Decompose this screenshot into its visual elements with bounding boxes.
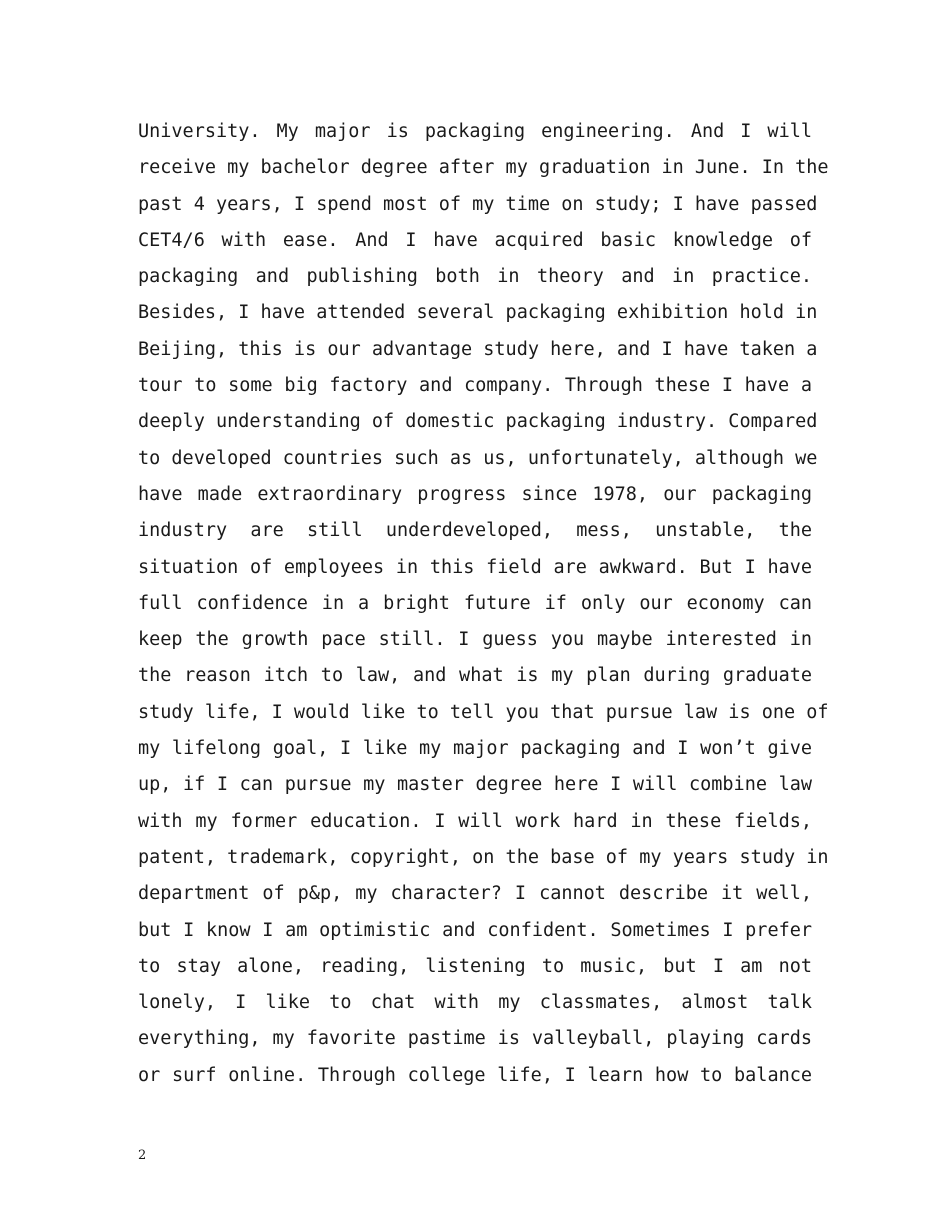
text-line: but I know I am optimistic and confident. Sometimes I prefer [138, 919, 812, 941]
text-line: with my former education. I will work hard in these fields, [138, 810, 812, 832]
text-line: to stay alone, reading, listening to music, but I am not [138, 955, 812, 977]
text-line: full confidence in a bright future if only our economy can [138, 592, 812, 614]
text-line: everything, my favorite pastime is valleyball, playing cards [138, 1028, 812, 1050]
text-line: or surf online. Through college life, I learn how to balance [138, 1064, 812, 1086]
text-line: the reason itch to law, and what is my plan during graduate [138, 665, 812, 687]
text-line: Besides, I have attended several packaging exhibition hold in [138, 302, 818, 324]
text-line: my lifelong goal, I like my major packaging and I won’t give [138, 738, 812, 760]
text-line: tour to some big factory and company. Through these I have a [138, 375, 812, 397]
text-line: keep the growth pace still. I guess you maybe interested in [138, 629, 812, 651]
text-line: past 4 years, I spend most of my time on study; I have passed [138, 193, 818, 215]
body-text [138, 114, 829, 1094]
text-line: CET4/6 with ease. And I have acquired basic knowledge of [138, 229, 812, 251]
text-line: situation of employees in this field are awkward. But I have [138, 556, 812, 578]
text-line: industry are still underdeveloped, mess, unstable, the [138, 520, 812, 542]
text-line: to developed countries such as us, unfortunately, although we [138, 447, 818, 469]
text-line: Beijing, this is our advantage study here, and I have taken a [138, 338, 818, 360]
text-line: packaging and publishing both in theory and in practice. [138, 266, 812, 288]
text-line: up, if I can pursue my master degree here I will combine law [138, 774, 812, 796]
text-line: receive my bachelor degree after my graduation in June. In the [138, 157, 829, 179]
text-line: patent, trademark, copyright, on the base of my years study in [138, 846, 829, 868]
page-number: 2 [138, 1148, 147, 1163]
text-line: University. My major is packaging engineering. And I will [138, 121, 812, 142]
text-line: have made extraordinary progress since 1978, our packaging [138, 483, 812, 505]
text-line: lonely, I like to chat with my classmates, almost talk [138, 992, 812, 1014]
text-line: study life, I would like to tell you that pursue law is one of [138, 701, 829, 723]
text-line: deeply understanding of domestic packaging industry. Compared [138, 411, 818, 433]
text-line: department of p&p, my character? I cannot describe it well, [138, 883, 812, 905]
